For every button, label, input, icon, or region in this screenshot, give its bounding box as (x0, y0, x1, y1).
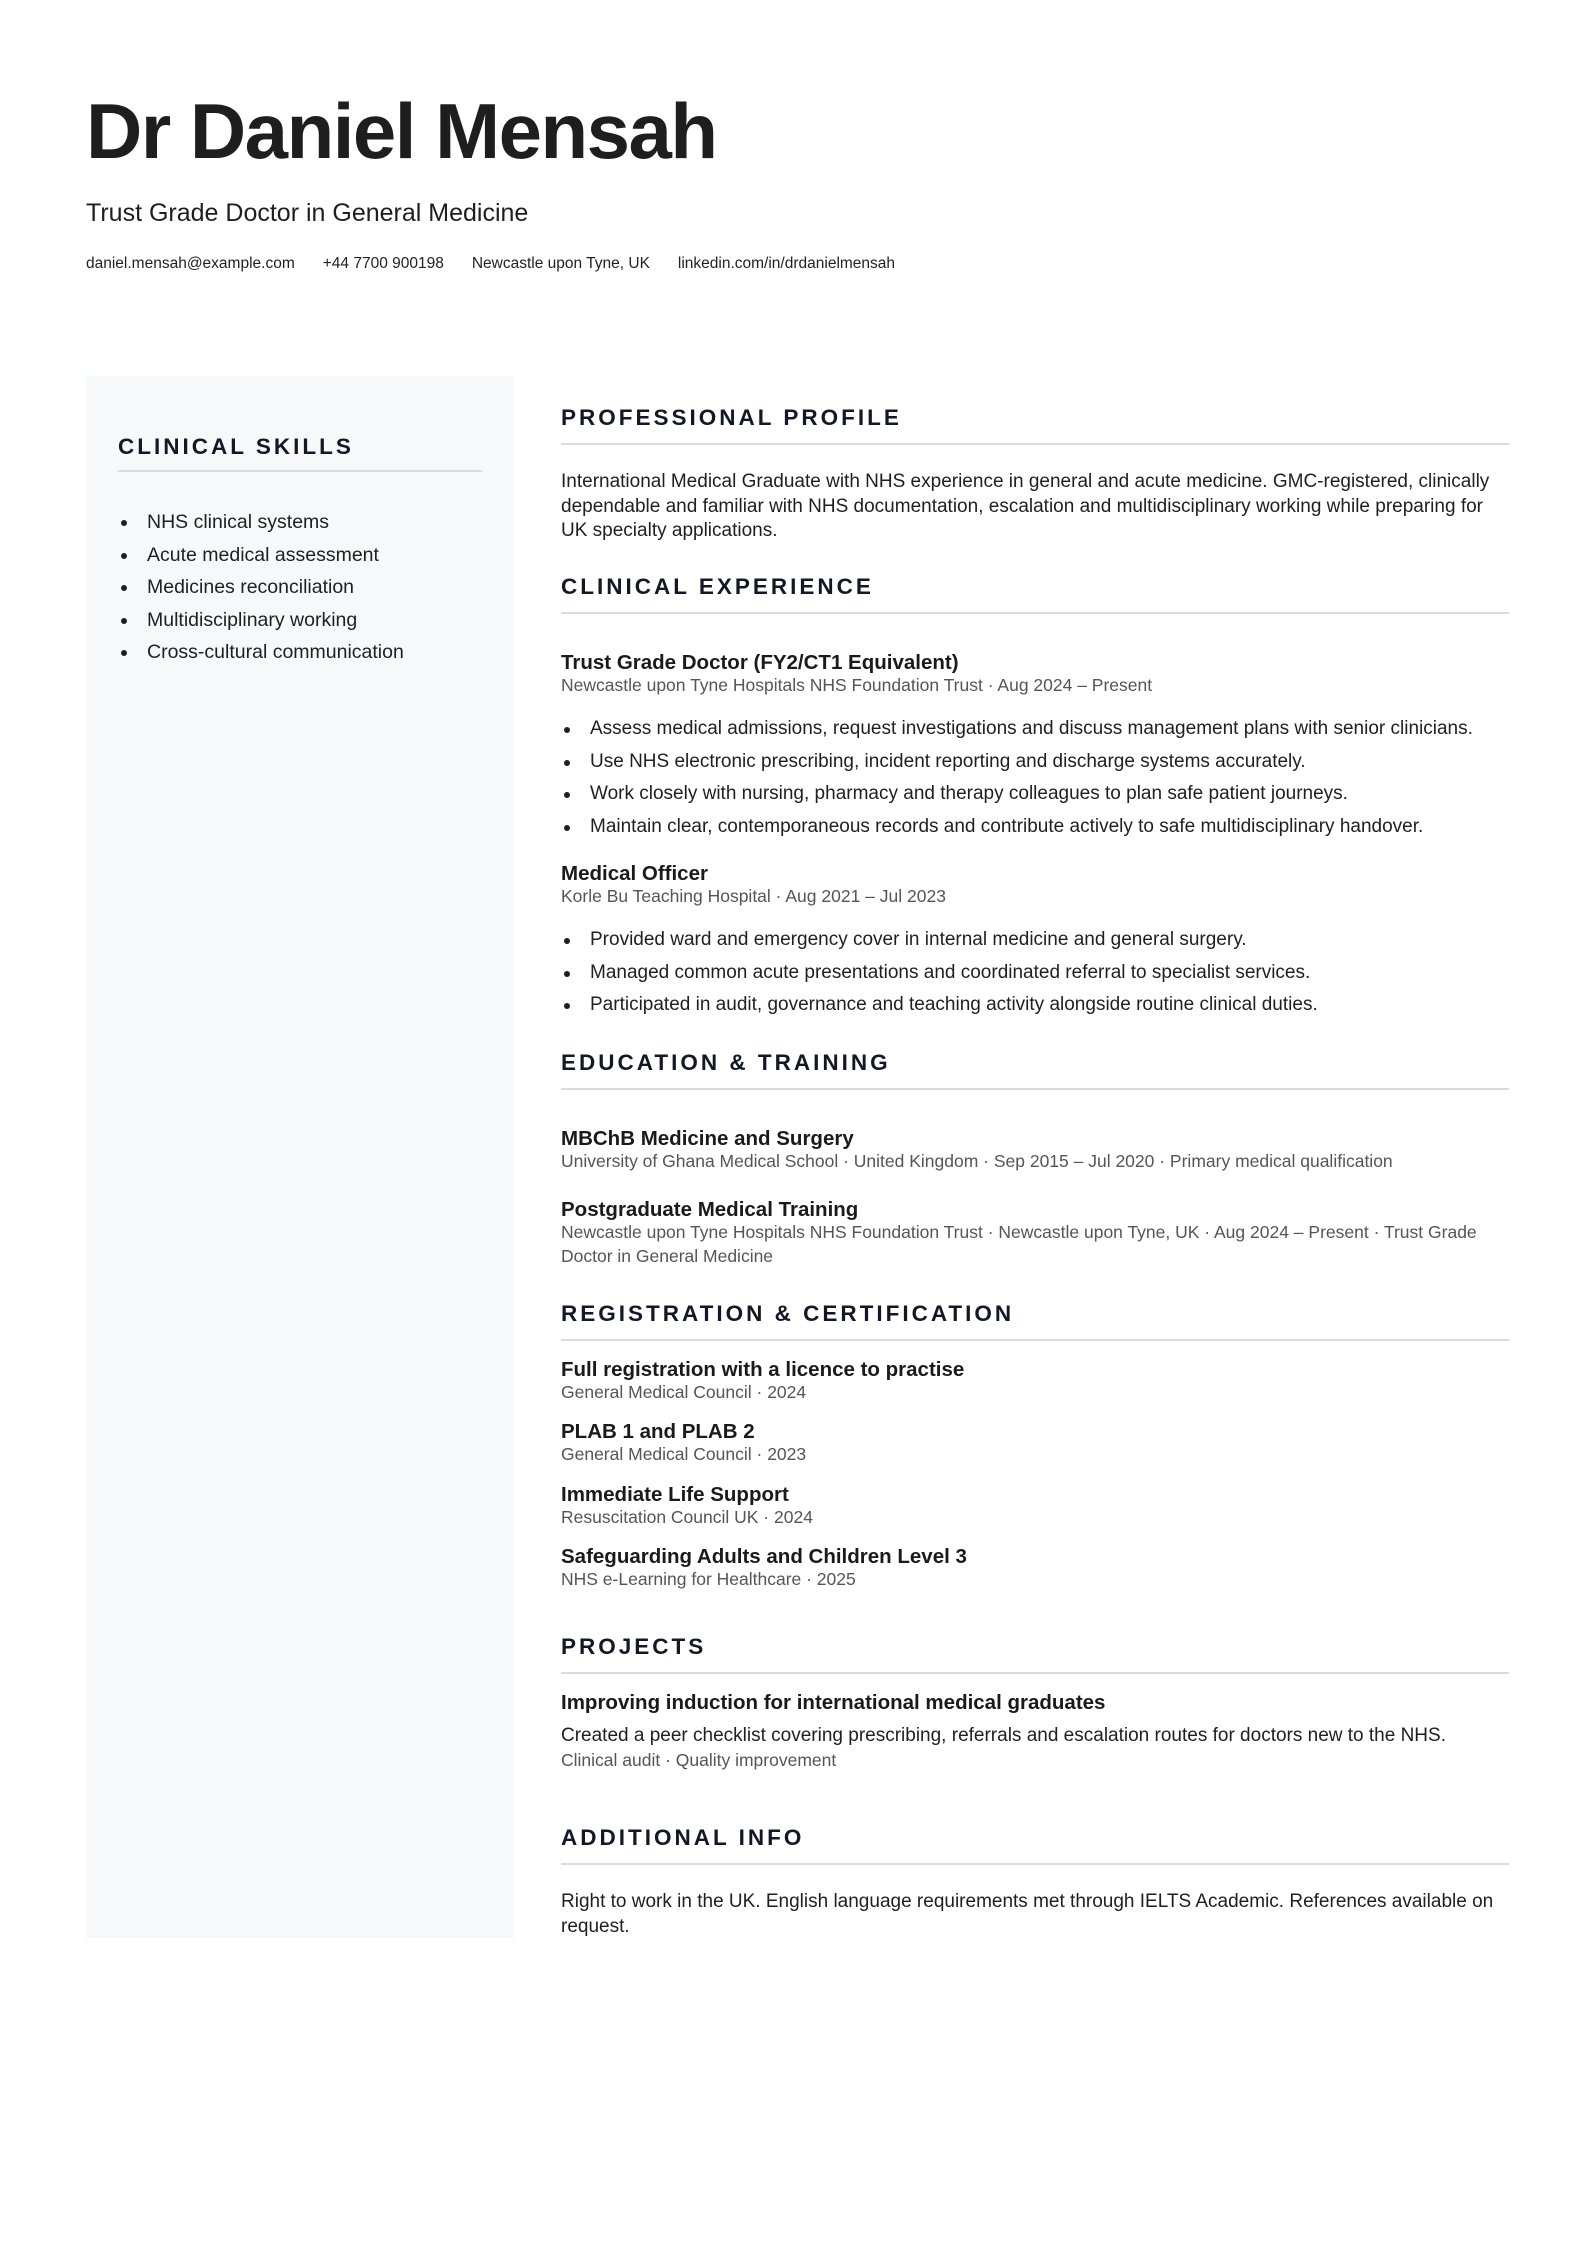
certification-title: Safeguarding Adults and Children Level 3 (561, 1545, 967, 1568)
section-title-education: EDUCATION & TRAINING (561, 1049, 1509, 1090)
skill-item: Acute medical assessment (147, 539, 404, 572)
education-title: Postgraduate Medical Training (561, 1198, 859, 1221)
certification-meta: General Medical Council · 2024 (561, 1382, 807, 1402)
section-title-projects: PROJECTS (561, 1633, 1509, 1674)
section-title-additional: ADDITIONAL INFO (561, 1824, 1509, 1865)
contact-location: Newcastle upon Tyne, UK (471, 255, 650, 272)
project-title: Improving induction for international medical graduates (561, 1691, 1106, 1714)
additional-text: Right to work in the UK. English language requirements met through IELTS Academic. References available on request. (561, 1891, 1494, 1937)
contact-bar (86, 255, 895, 274)
job-bullet: Managed common acute presentations and coordinated referral to specialist services. (590, 957, 1538, 990)
certification-meta: General Medical Council · 2023 (561, 1444, 807, 1464)
section-title-profile: PROFESSIONAL PROFILE (561, 404, 1509, 445)
job-bullet: Use NHS electronic prescribing, incident reporting and discharge systems accurately. (590, 746, 1538, 779)
profile-text: International Medical Graduate with NHS experience in general and acute medicine. GMC-registered, clinically dependable and familiar with NHS documentation, escalation and multidisciplinary working while preparing for UK specialty applications. (561, 471, 1490, 541)
skill-item: NHS clinical systems (147, 506, 404, 539)
job-bullet: Provided ward and emergency cover in internal medicine and general surgery. (590, 924, 1538, 957)
education-meta: University of Ghana Medical School · United Kingdom · Sep 2015 – Jul 2020 · Primary medical qualification (561, 1151, 1393, 1171)
candidate-name: Dr Daniel Mensah (86, 87, 717, 175)
job-title: Trust Grade Doctor (FY2/CT1 Equivalent) (561, 651, 959, 674)
skills-list (118, 506, 404, 669)
skill-item: Medicines reconciliation (147, 571, 404, 604)
certification-title: Full registration with a licence to practise (561, 1358, 965, 1381)
job-bullet: Participated in audit, governance and teaching activity alongside routine clinical duties. (590, 989, 1538, 1022)
certification-meta: NHS e-Learning for Healthcare · 2025 (561, 1569, 856, 1589)
job-bullets (561, 924, 1538, 1022)
job-bullet: Maintain clear, contemporaneous records and contribute actively to safe multidisciplinary handover. (590, 811, 1538, 844)
section-title-clinical-skills: CLINICAL SKILLS (118, 434, 482, 472)
job-bullet: Work closely with nursing, pharmacy and therapy colleagues to plan safe patient journeys. (590, 778, 1538, 811)
job-meta: Newcastle upon Tyne Hospitals NHS Foundation Trust · Aug 2024 – Present (561, 675, 1153, 695)
candidate-headline: Trust Grade Doctor in General Medicine (86, 199, 529, 227)
sidebar (86, 376, 514, 1938)
education-meta: Newcastle upon Tyne Hospitals NHS Foundation Trust · Newcastle upon Tyne, UK · Aug 2024 – Present · Trust Grade Doctor in General Medicine (561, 1222, 1477, 1266)
project-tags: Clinical audit · Quality improvement (561, 1750, 837, 1770)
contact-email[interactable]: daniel.mensah@example.com (86, 255, 295, 272)
education-title: MBChB Medicine and Surgery (561, 1127, 854, 1150)
project-description: Created a peer checklist covering prescribing, referrals and escalation routes for doctors new to the NHS. (561, 1725, 1446, 1746)
certification-meta: Resuscitation Council UK · 2024 (561, 1507, 813, 1527)
section-title-experience: CLINICAL EXPERIENCE (561, 573, 1509, 614)
job-meta: Korle Bu Teaching Hospital · Aug 2021 – Jul 2023 (561, 886, 946, 906)
job-title: Medical Officer (561, 862, 708, 885)
contact-linkedin[interactable]: linkedin.com/in/drdanielmensah (677, 255, 896, 272)
skill-item: Multidisciplinary working (147, 604, 404, 637)
contact-phone[interactable]: +44 7700 900198 (322, 255, 444, 272)
certification-title: Immediate Life Support (561, 1483, 789, 1506)
job-bullet: Assess medical admissions, request investigations and discuss management plans with senior clinicians. (590, 713, 1538, 746)
skill-item: Cross-cultural communication (147, 636, 404, 669)
section-title-registration: REGISTRATION & CERTIFICATION (561, 1300, 1509, 1341)
certification-title: PLAB 1 and PLAB 2 (561, 1420, 755, 1443)
job-bullets (561, 713, 1538, 843)
